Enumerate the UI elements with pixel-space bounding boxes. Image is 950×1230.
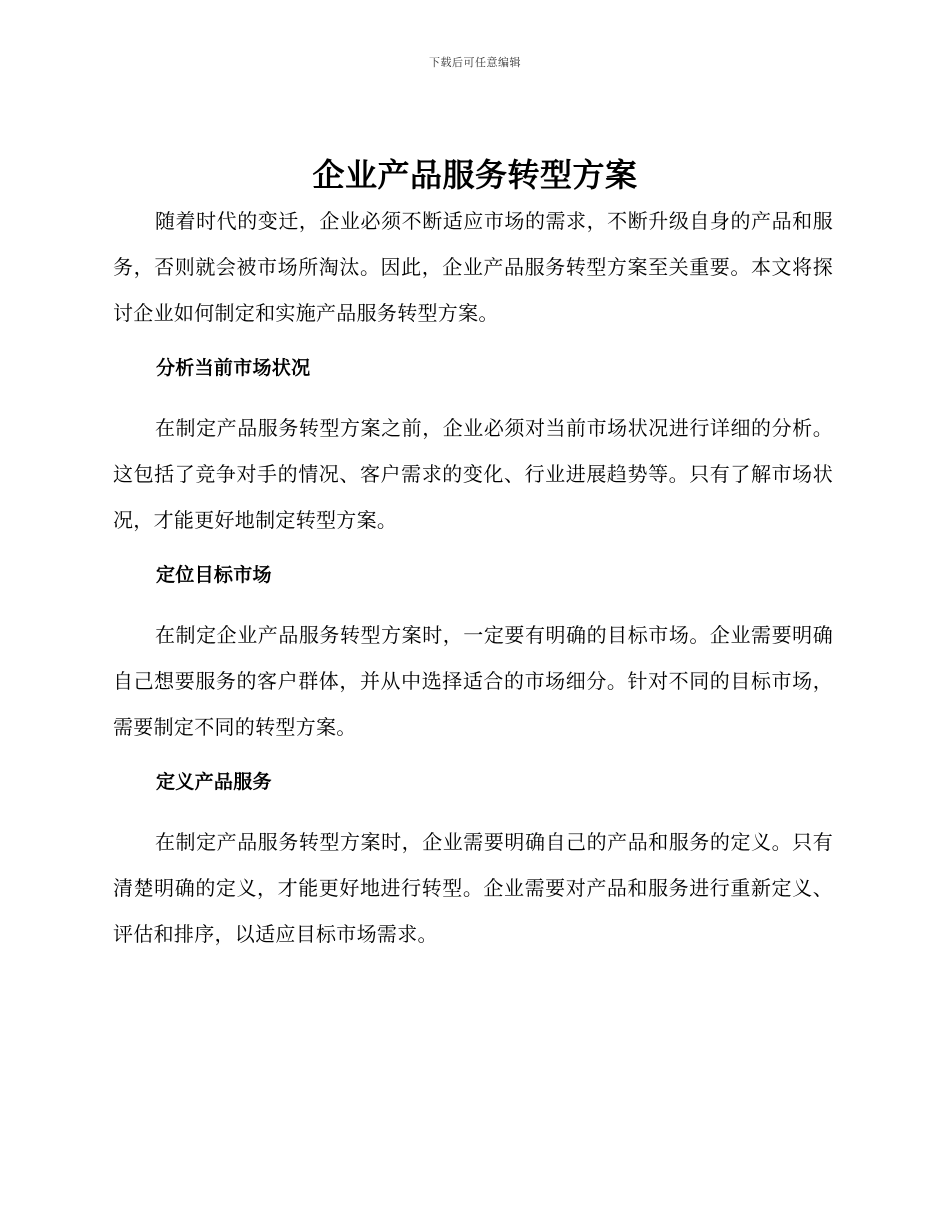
header-note: 下载后可任意编辑 xyxy=(429,56,521,69)
section-paragraph: 在制定产品服务转型方案时，企业需要明确自己的产品和服务的定义。只有清楚明确的定义，才能更好地进行转型。企业需要对产品和服务进行重新定义、评估和排序，以适应目标市场需求。 xyxy=(113,830,833,946)
section-target-market xyxy=(113,552,833,750)
section-heading: 分析当前市场状况 xyxy=(156,357,311,379)
section-heading: 定位目标市场 xyxy=(156,564,272,586)
document-body xyxy=(113,198,833,966)
section-define-products xyxy=(113,759,833,957)
document-title: 企业产品服务转型方案 xyxy=(312,156,638,194)
section-market-analysis xyxy=(113,345,833,543)
section-heading: 定义产品服务 xyxy=(156,771,272,793)
intro-paragraph: 随着时代的变迁，企业必须不断适应市场的需求，不断升级自身的产品和服务，否则就会被市场所淘汰。因此，企业产品服务转型方案至关重要。本文将探讨企业如何制定和实施产品服务转型方案。 xyxy=(113,209,833,325)
section-paragraph: 在制定企业产品服务转型方案时，一定要有明确的目标市场。企业需要明确自己想要服务的客户群体，并从中选择适合的市场细分。针对不同的目标市场，需要制定不同的转型方案。 xyxy=(113,623,833,739)
section-paragraph: 在制定产品服务转型方案之前，企业必须对当前市场状况进行详细的分析。这包括了竞争对手的情况、客户需求的变化、行业进展趋势等。只有了解市场状况，才能更好地制定转型方案。 xyxy=(113,416,833,532)
